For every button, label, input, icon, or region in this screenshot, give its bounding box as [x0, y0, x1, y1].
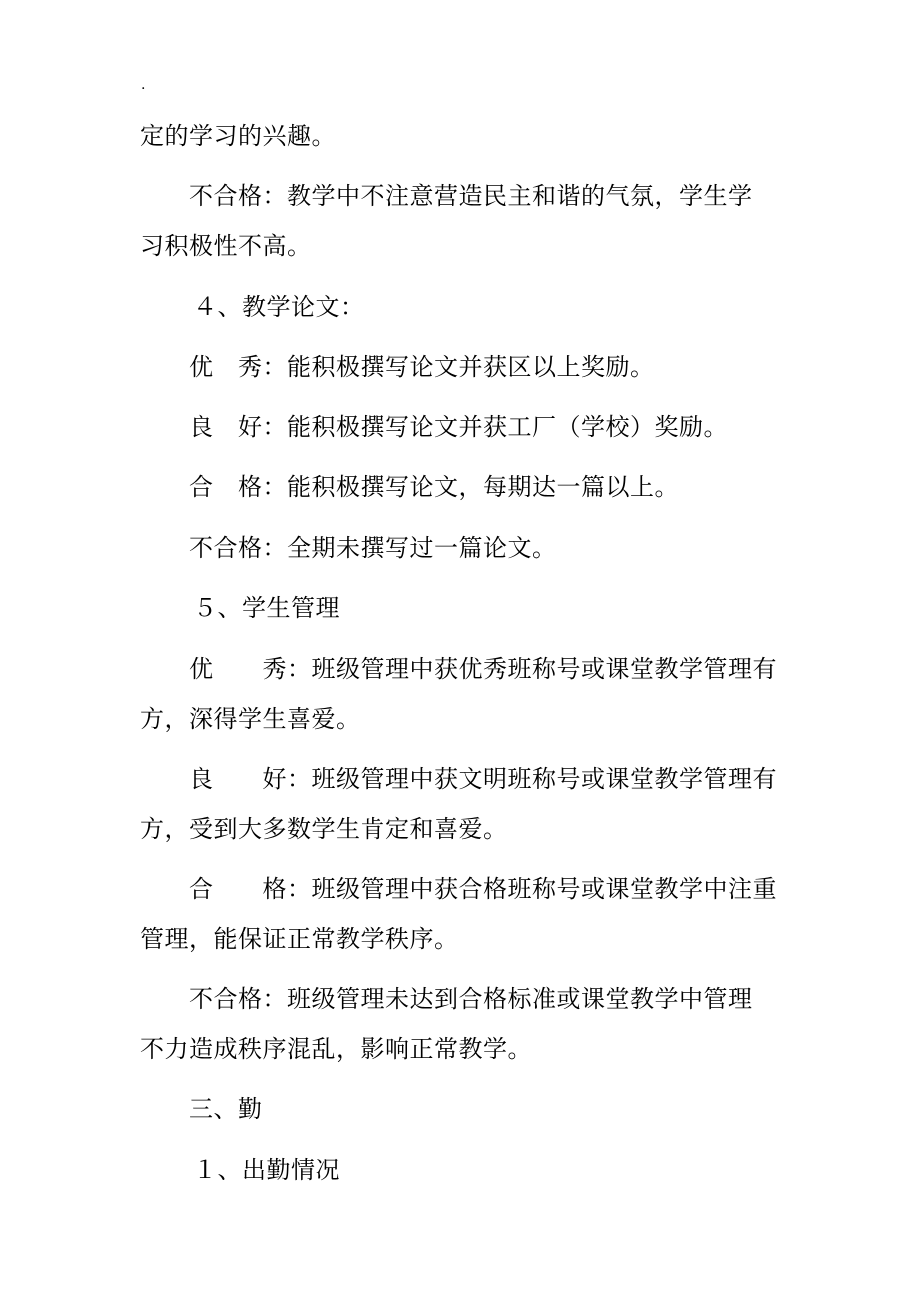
- text-line: 合 格：能积极撰写论文，每期达一篇以上。: [189, 473, 679, 501]
- text-line: 管理，能保证正常教学秩序。: [140, 925, 459, 953]
- text-line: 习积极性不高。: [140, 232, 312, 260]
- text-line: 良 好：能积极撰写论文并获工厂（学校）奖励。: [189, 413, 728, 441]
- text-line: 不合格：班级管理未达到合格标准或课堂教学中管理: [189, 985, 753, 1013]
- text-line: 合 格：班级管理中获合格班称号或课堂教学中注重: [189, 875, 777, 903]
- text-line: 优 秀：班级管理中获优秀班称号或课堂教学管理有: [189, 655, 777, 683]
- section-heading: ５、学生管理: [193, 594, 340, 622]
- section-heading: 三、勤: [189, 1095, 263, 1123]
- text-line: 不合格：全期未撰写过一篇论文。: [189, 534, 557, 562]
- text-line: 不力造成秩序混乱，影响正常教学。: [140, 1035, 532, 1063]
- text-line: 方，受到大多数学生肯定和喜爱。: [140, 815, 508, 843]
- section-heading: ４、教学论文：: [193, 293, 365, 321]
- section-heading: １、出勤情况: [193, 1156, 340, 1184]
- text-line: 定的学习的兴趣。: [140, 122, 336, 150]
- header-mark: .: [141, 77, 146, 93]
- text-line: 不合格：教学中不注意营造民主和谐的气氛，学生学: [189, 182, 753, 210]
- text-line: 方，深得学生喜爱。: [140, 705, 361, 733]
- text-line: 优 秀：能积极撰写论文并获区以上奖励。: [189, 353, 655, 381]
- text-line: 良 好：班级管理中获文明班称号或课堂教学管理有: [189, 765, 777, 793]
